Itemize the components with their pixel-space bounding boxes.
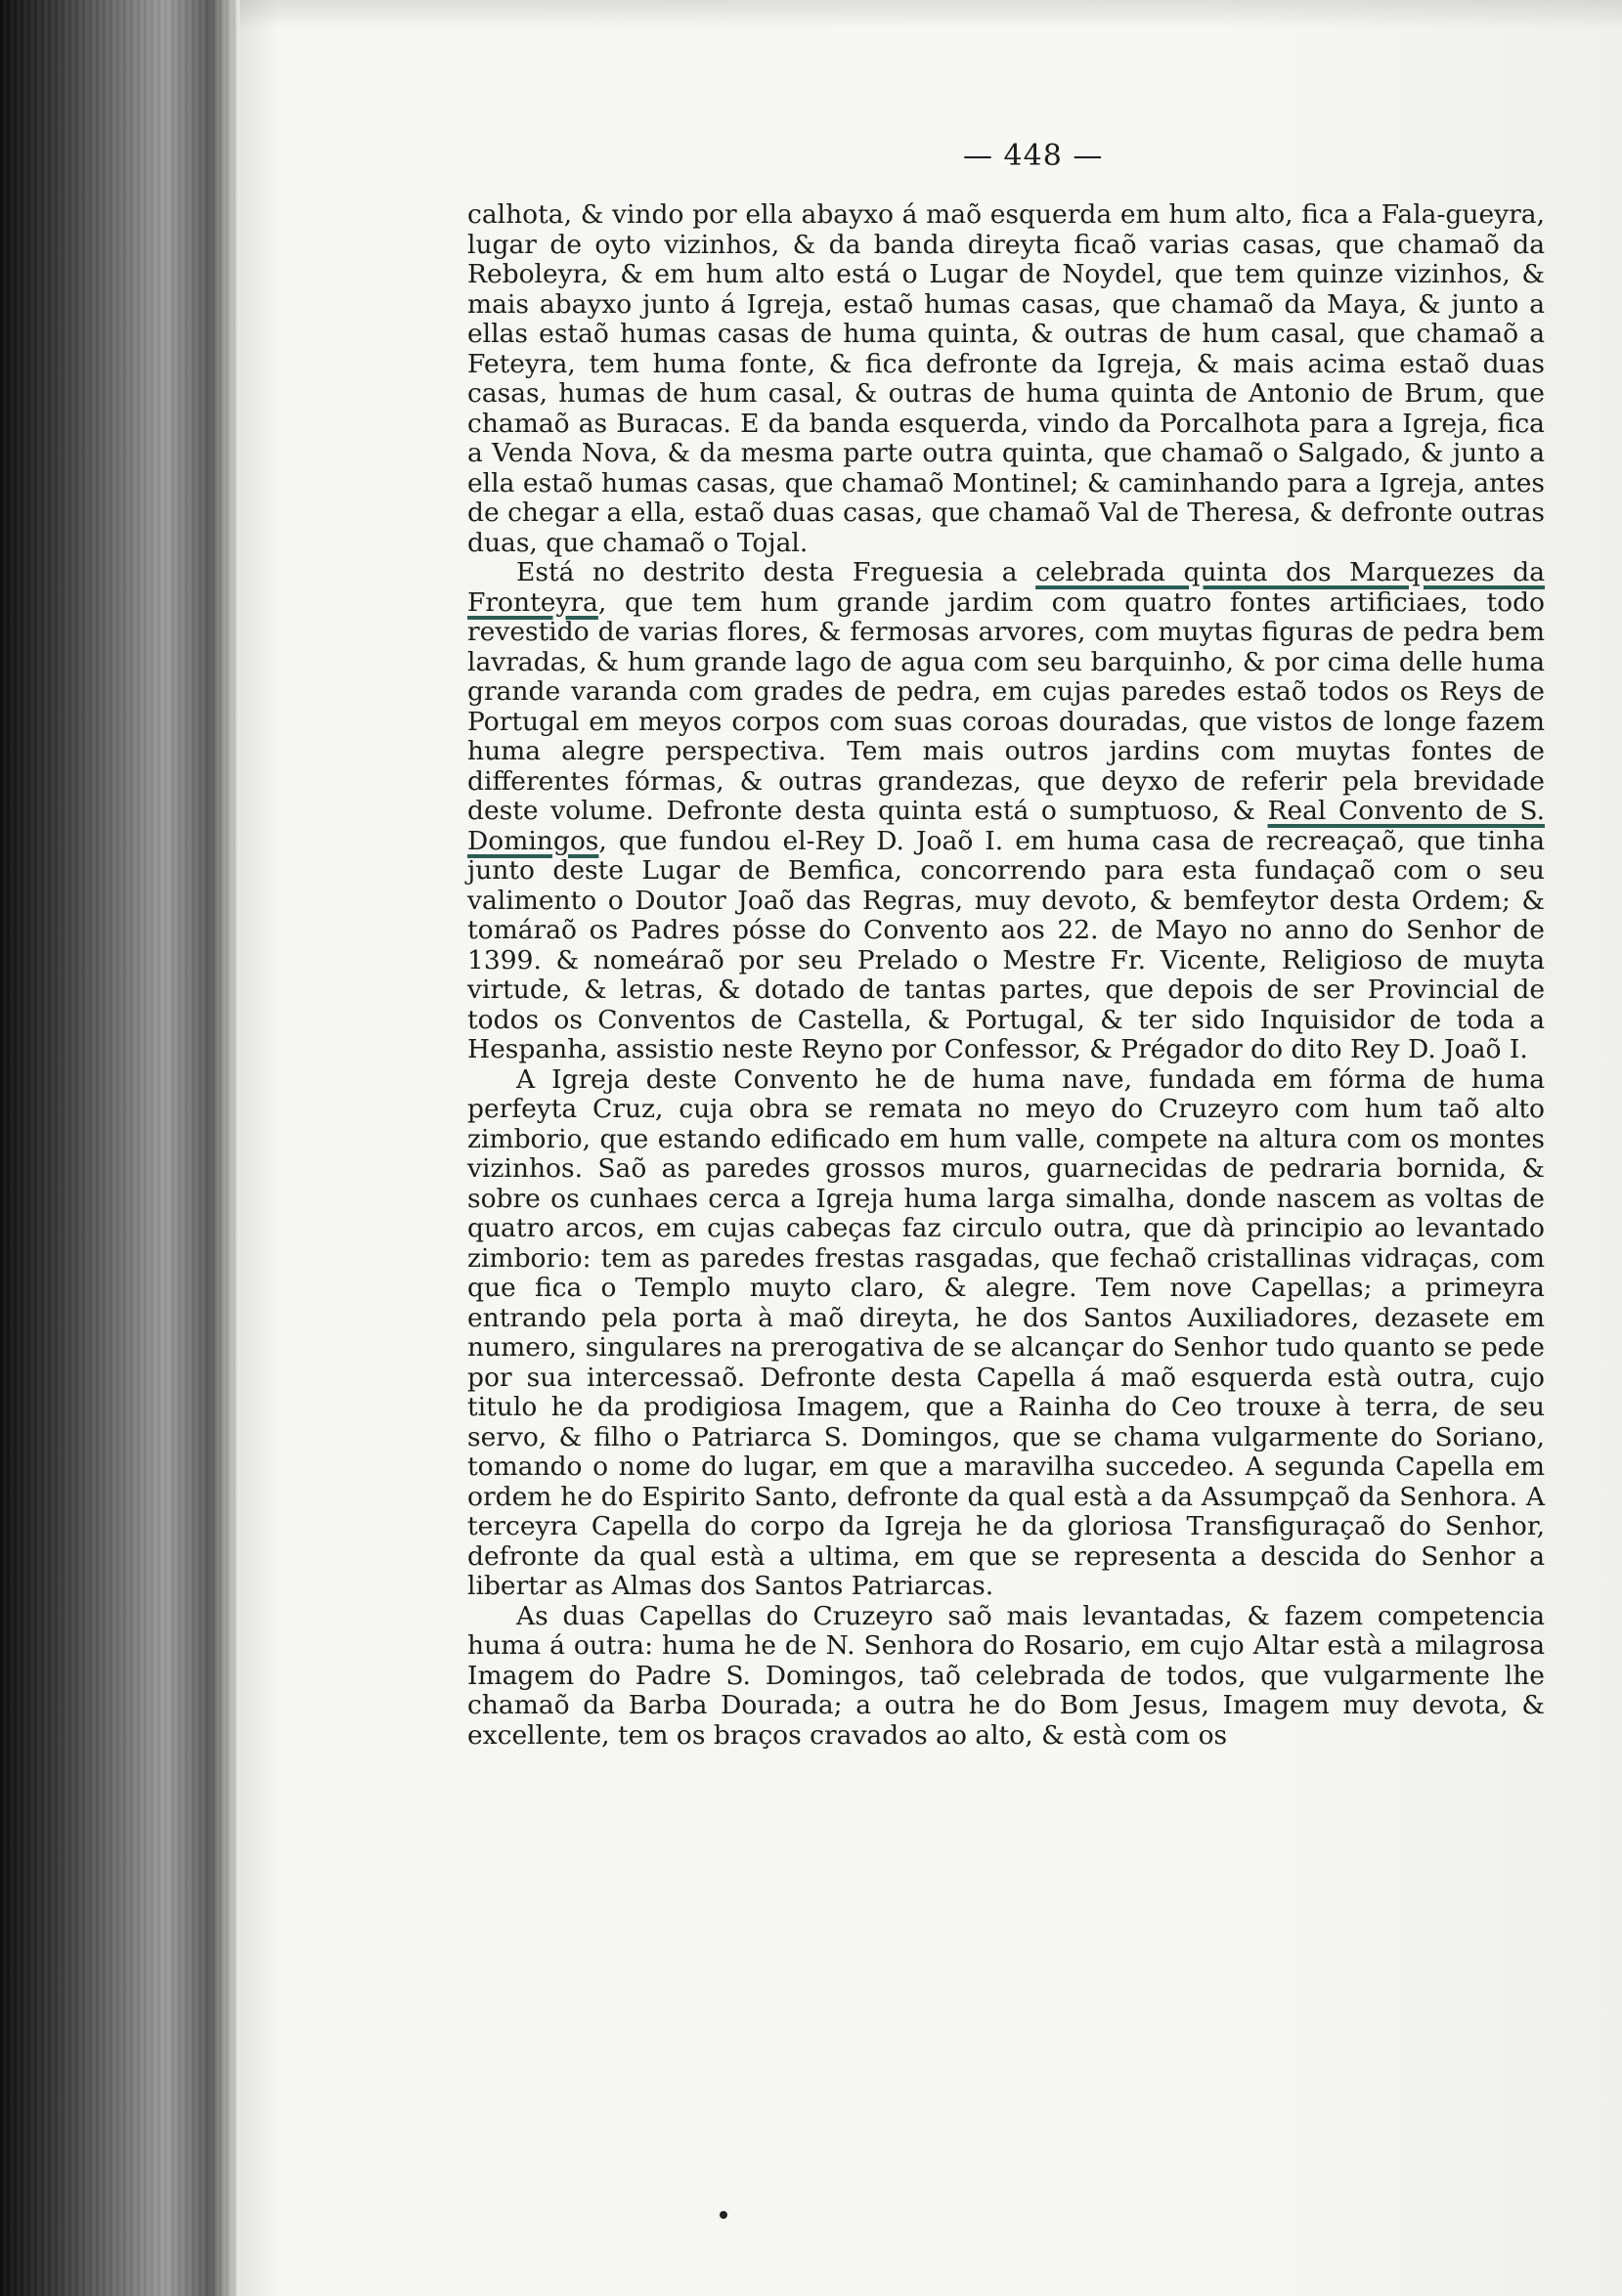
paragraph: [467, 1065, 1545, 1602]
text-segment: , que fundou el-Rey D. Joaõ I. em huma casa de recreaçaõ, que tinha junto deste Lugar de Bemfica, concorrendo para esta fundaçaõ com o seu valimento o Doutor Joaõ das Regras, muy devoto, & bemfeytor desta Ordem; & tomáraõ os Padres pósse do Convento aos 22. de Mayo no anno do Senhor de 1399. & nomeáraõ por seu Prelado o Mestre Fr. Vicente, Religioso de muyta virtude, & letras, & dotado de tantas partes, que depois de ser Provincial de todos os Conventos de Castella, & Portugal, & ter sido Inquisidor de toda a Hespanha, assistio neste Reyno por Confessor, & Prégador do dito Rey D. Joaõ I.: [467, 825, 1545, 1064]
text-segment: calhota, & vindo por ella abayxo á maõ esquerda em hum alto, fica a Fala-gueyra, lugar de oyto vizinhos, & da banda direyta ficaõ varias casas, que chamaõ da Reboleyra, & em hum alto está o Lugar de Noydel, que tem quinze vizinhos, & mais abayxo junto á Igreja, estaõ humas casas, que chamaõ da Maya, & junto a ellas estaõ humas casas de huma quinta, & outras de hum casal, que chamaõ a Feteyra, tem huma fonte, & fica defronte da Igreja, & mais acima estaõ duas casas, humas de hum casal, & outras de huma quinta de Antonio de Brum, que chamaõ as Buracas. E da banda esquerda, vindo da Porcalhota para a Igreja, fica a Venda Nova, & da mesma parte outra quinta, que chamaõ o Salgado, & junto a ella estaõ humas casas, que chamaõ Montinel; & caminhando para a Igreja, antes de chegar a ella, estaõ duas casas, que chamaõ Val de Theresa, & defronte outras duas, que chamaõ o Tojal.: [467, 199, 1545, 558]
paragraph: [467, 558, 1545, 1065]
body-text: [467, 200, 1545, 1751]
page-number: — 448 —: [963, 139, 1104, 173]
text-segment: Está no destrito desta Freguesia a: [516, 557, 1036, 587]
page-top-shadow: [240, 0, 1622, 29]
text-segment: As duas Capellas do Cruzeyro saõ mais levantadas, & fazem competencia huma á outra: huma he de N. Senhora do Rosario, em cujo Altar està a milagrosa Imagem do Padre S. Domingos, taõ celebrada de todos, que vulgarmente lhe chamaõ da Barba Dourada; a outra he do Bom Jesus, Imagem muy devota, & excellente, tem os braços cravados ao alto, & està com os: [467, 1600, 1545, 1751]
ink-dot: [720, 2211, 727, 2219]
text-segment: A Igreja deste Convento he de huma nave, fundada em fórma de huma perfeyta Cruz, cuja obra se remata no meyo do Cruzeyro com hum taõ alto zimborio, que estando edificado em hum valle, compete na altura com os montes vizinhos. Saõ as paredes grossos muros, guarnecidas de pedraria bornida, & sobre os cunhaes cerca a Igreja huma larga simalha, donde nascem as voltas de quatro arcos, em cujas cabeças faz circulo outra, que dà principio ao levantado zimborio: tem as paredes frestas rasgadas, que fechaõ cristallinas vidraças, com que fica o Templo muyto claro, & alegre. Tem nove Capellas; a primeyra entrando pela porta à maõ direyta, he dos Santos Auxiliadores, dezasete em numero, singulares na prerogativa de se alcançar do Senhor tudo quanto se pede por sua intercessaõ. Defronte desta Capella á maõ esquerda està outra, cujo titulo he da prodigiosa Imagem, que a Rainha do Ceo trouxe à terra, de seu servo, & filho o Patriarca S. Domingos, que se chama vulgarmente do Soriano, tomando o nome do lugar, em que a maravilha succedeo. A segunda Capella em ordem he do Espirito Santo, defronte da qual està a da Assumpçaõ da Senhora. A terceyra Capella do corpo da Igreja he da gloriosa Transfiguraçaõ do Senhor, defronte da qual està a ultima, em que se representa a descida do Senhor a libertar as Almas dos Santos Patriarcas.: [467, 1063, 1545, 1601]
text-segment: , que tem hum grande jardim com quatro fontes artificiaes, todo revestido de varias flores, & fermosas arvores, com muytas figuras de pedra bem lavradas, & hum grande lago de agua com seu barquinho, & por cima delle huma grande varanda com grades de pedra, em cujas paredes estaõ todos os Reys de Portugal em meyos corpos com suas coroas douradas, que vistos de longe fazem huma alegre perspectiva. Tem mais outros jardins com muytas fontes de differentes fórmas, & outras grandezas, que deyxo de referir pela brevidade deste volume. Defronte desta quinta está o sumptuoso, &: [467, 586, 1545, 826]
underlined-phrase: Real Convento de S. Domingos: [467, 796, 1545, 856]
paragraph: [467, 1602, 1545, 1752]
paragraph: [467, 200, 1545, 558]
underlined-phrase: celebrada quinta dos Marquezes da Fronteyra: [467, 557, 1545, 618]
book-binding-shadow: [0, 0, 240, 2296]
